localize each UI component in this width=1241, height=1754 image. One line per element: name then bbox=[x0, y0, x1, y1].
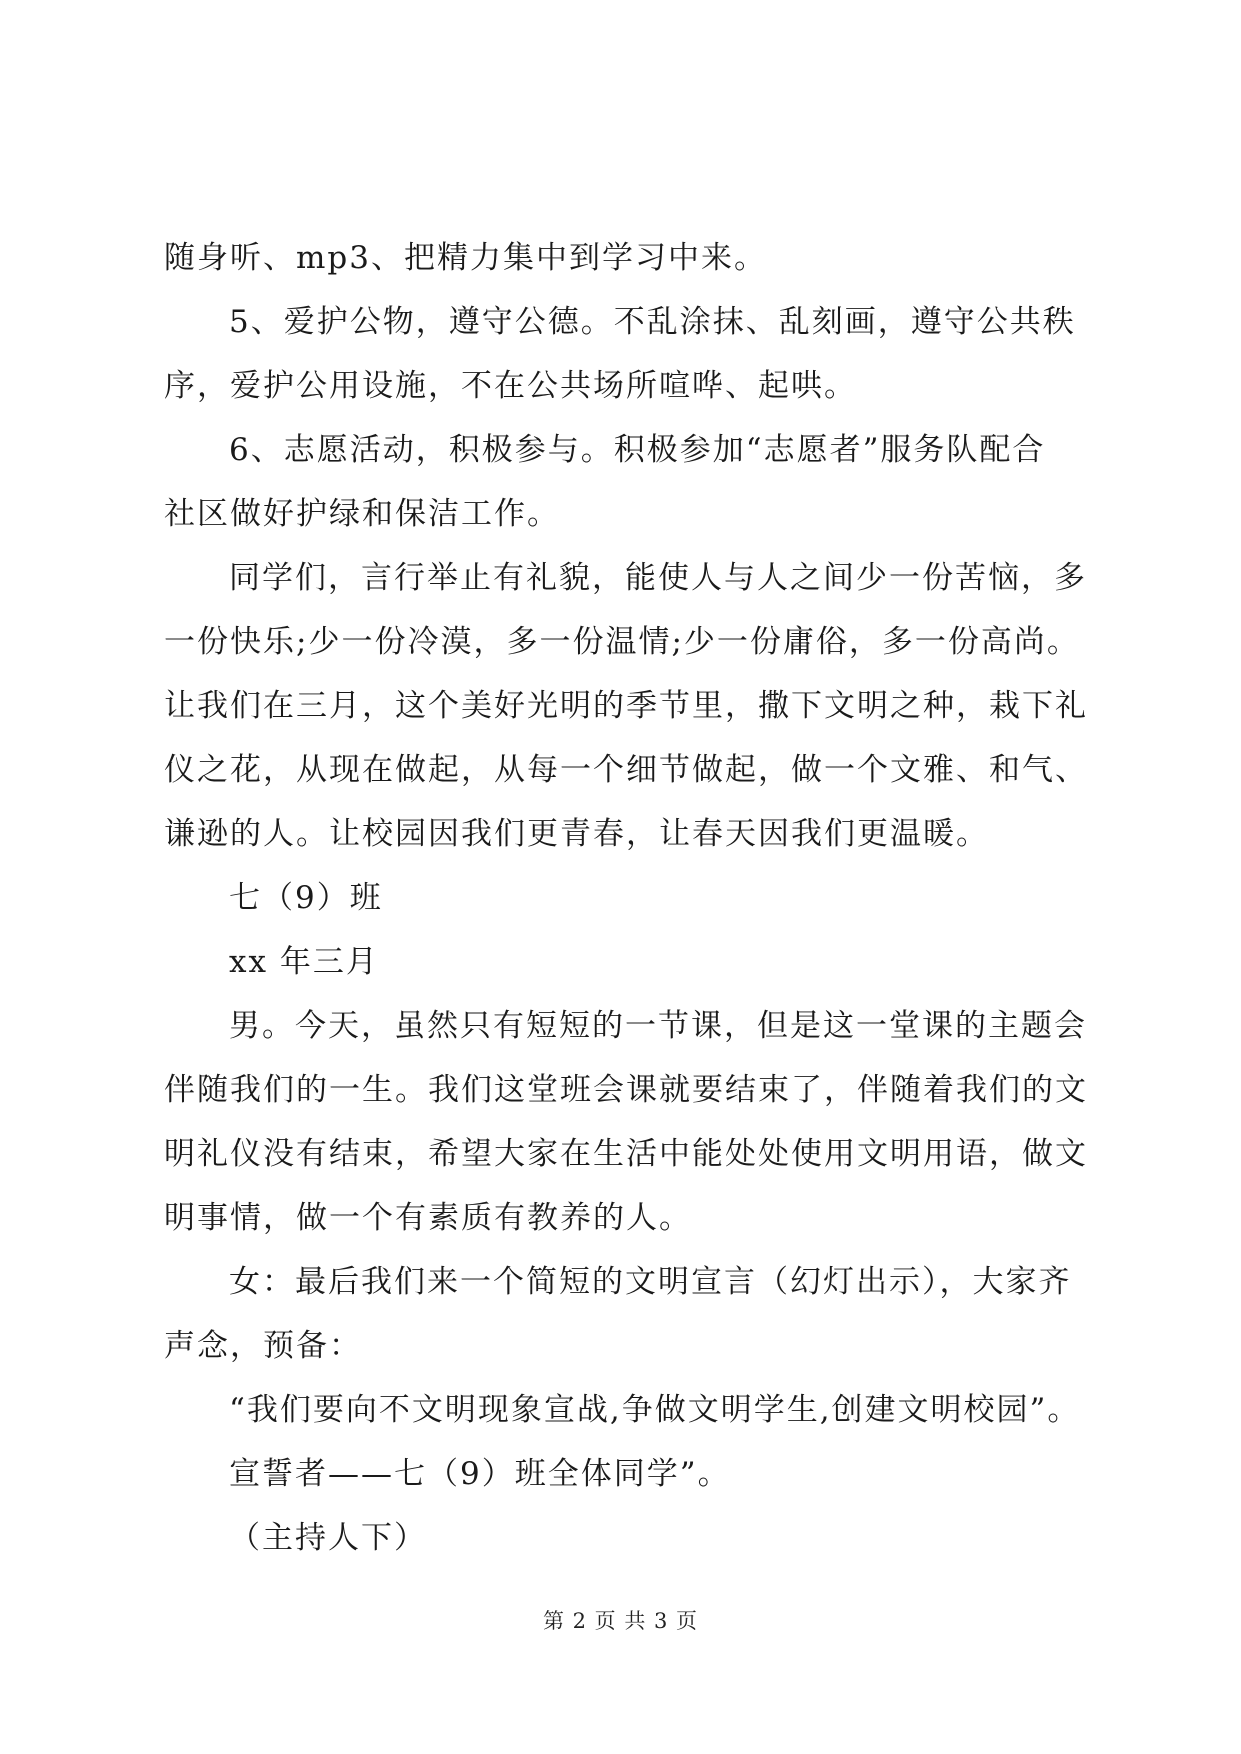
text-line: 一份快乐;少一份冷漠，多一份温情;少一份庸俗，多一份高尚。 bbox=[164, 624, 1080, 660]
text-line: 女：最后我们来一个简短的文明宣言（幻灯出示），大家齐 bbox=[229, 1264, 1072, 1300]
text-line: 明礼仪没有结束，希望大家在生活中能处处使用文明用语，做文 bbox=[164, 1136, 1088, 1172]
page-footer: 第 2 页 共 3 页 bbox=[542, 1609, 699, 1633]
document-body bbox=[164, 226, 1088, 1570]
text-line: （主持人下） bbox=[229, 1520, 427, 1556]
text-line: 七（9）班 bbox=[229, 880, 383, 916]
text-line: 谦逊的人。让校园因我们更青春，让春天因我们更温暖。 bbox=[164, 816, 989, 852]
text-line: 同学们，言行举止有礼貌，能使人与人之间少一份苦恼，多 bbox=[229, 560, 1087, 596]
text-line: 仪之花，从现在做起，从每一个细节做起，做一个文雅、和气、 bbox=[164, 752, 1088, 788]
text-line: xx 年三月 bbox=[229, 944, 379, 980]
text-line: 声念，预备： bbox=[164, 1328, 362, 1364]
text-line: 6、志愿活动，积极参与。积极参加“志愿者”服务队配合 bbox=[229, 432, 1046, 468]
text-line: 明事情，做一个有素质有教养的人。 bbox=[164, 1200, 692, 1236]
text-line: 让我们在三月，这个美好光明的季节里，撒下文明之种，栽下礼 bbox=[164, 688, 1088, 724]
text-line: “我们要向不文明现象宣战,争做文明学生,创建文明校园”。 bbox=[229, 1392, 1081, 1428]
text-line: 伴随我们的一生。我们这堂班会课就要结束了，伴随着我们的文 bbox=[164, 1072, 1088, 1108]
text-line: 序，爱护公用设施，不在公共场所喧哗、起哄。 bbox=[164, 368, 857, 404]
text-line: 5、爱护公物，遵守公德。不乱涂抹、乱刻画，遵守公共秩 bbox=[229, 304, 1076, 340]
text-line: 社区做好护绿和保洁工作。 bbox=[164, 496, 560, 532]
text-line: 男。今天，虽然只有短短的一节课，但是这一堂课的主题会 bbox=[229, 1008, 1087, 1044]
text-line: 宣誓者——七（9）班全体同学”。 bbox=[229, 1456, 731, 1492]
text-line: 随身听、mp3、把精力集中到学习中来。 bbox=[164, 240, 767, 276]
